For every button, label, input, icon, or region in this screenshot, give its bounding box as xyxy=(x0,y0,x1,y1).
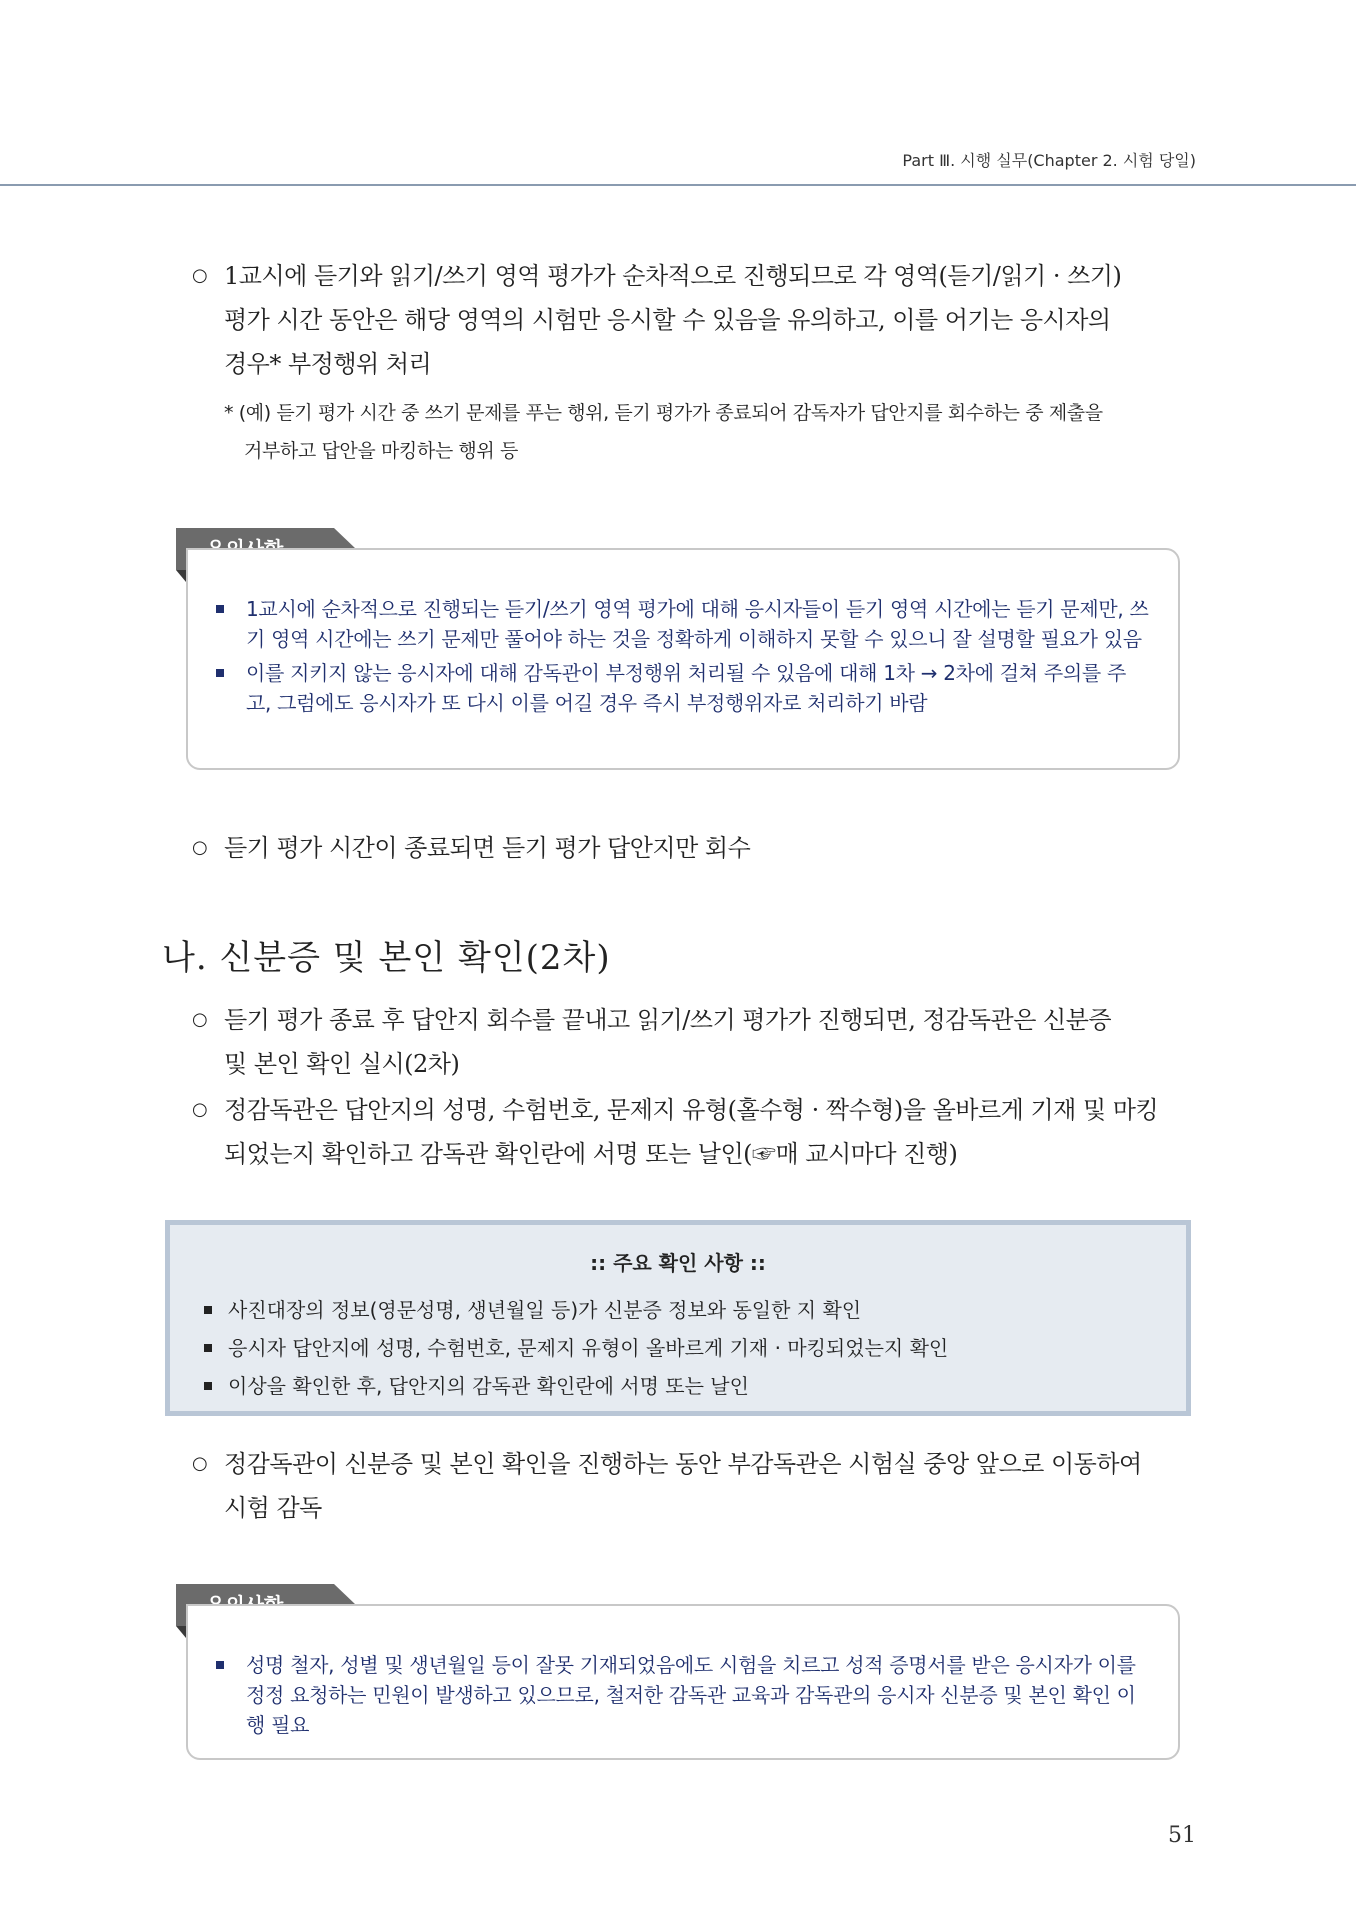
section-heading: 나. 신분증 및 본인 확인(2차) xyxy=(162,938,611,978)
square-bullet-icon xyxy=(216,669,224,677)
key-check-box xyxy=(165,1220,1191,1416)
circle-bullet-icon: ○ xyxy=(192,265,208,286)
bullet-line: 정감독관은 답안지의 성명, 수험번호, 문제지 유형(홀수형 · 짝수형)을 올바르게 기재 및 마킹 xyxy=(224,1096,1159,1124)
bullet-line: 되었는지 확인하고 감독관 확인란에 서명 또는 날인(☞매 교시마다 진행) xyxy=(224,1140,958,1168)
footnote-line: 거부하고 답안을 마킹하는 행위 등 xyxy=(244,440,518,462)
caution-item-text: 이를 지키지 않는 응시자에 대해 감독관이 부정행위 처리될 수 있음에 대해 1차 → 2차에 걸쳐 주의를 주고, 그럼에도 응시자가 또 다시 이를 어길 경우 즉시 부정행위자로 처리하기 바람 xyxy=(246,661,1127,715)
caution-item xyxy=(206,658,1150,718)
square-bullet-icon xyxy=(204,1306,212,1314)
check-box-title: :: 주요 확인 사항 :: xyxy=(590,1251,766,1275)
square-bullet-icon xyxy=(204,1382,212,1390)
bullet-line: 듣기 평가 시간이 종료되면 듣기 평가 답안지만 회수 xyxy=(224,834,751,862)
bullet-assistant-proctor xyxy=(188,1442,1198,1530)
check-item xyxy=(200,1291,1160,1329)
tab-fold-decoration xyxy=(176,570,186,582)
square-bullet-icon xyxy=(204,1344,212,1352)
footnote xyxy=(224,394,1204,470)
check-item xyxy=(200,1329,1160,1367)
bullet-exam-order xyxy=(188,254,1198,386)
bullet-listening-collection xyxy=(188,826,1198,870)
check-item-text: 사진대장의 정보(영문성명, 생년월일 등)가 신분증 정보와 동일한 지 확인 xyxy=(228,1298,862,1322)
circle-bullet-icon: ○ xyxy=(192,837,208,858)
bullet-line: 시험 감독 xyxy=(224,1494,322,1522)
bullet-line: 1교시에 듣기와 읽기/쓰기 영역 평가가 순차적으로 진행되므로 각 영역(듣기/읽기 · 쓰기) xyxy=(224,262,1122,290)
bullet-answer-sheet-check xyxy=(188,1088,1198,1176)
circle-bullet-icon: ○ xyxy=(192,1453,208,1474)
bullet-line: 및 본인 확인 실시(2차) xyxy=(224,1050,460,1078)
caution-box xyxy=(186,1604,1180,1760)
square-bullet-icon xyxy=(216,1661,224,1669)
running-header: Part Ⅲ. 시행 실무(Chapter 2. 시험 당일) xyxy=(902,151,1196,170)
bullet-id-check xyxy=(188,998,1198,1086)
caution-box xyxy=(186,548,1180,770)
square-bullet-icon xyxy=(216,605,224,613)
bullet-line: 평가 시간 동안은 해당 영역의 시험만 응시할 수 있음을 유의하고, 이를 어기는 응시자의 xyxy=(224,306,1111,334)
circle-bullet-icon: ○ xyxy=(192,1099,208,1120)
check-item-text: 응시자 답안지에 성명, 수험번호, 문제지 유형이 올바르게 기재 · 마킹되었는지 확인 xyxy=(228,1336,949,1360)
bullet-line: 경우* 부정행위 처리 xyxy=(224,350,432,378)
bullet-line: 정감독관이 신분증 및 본인 확인을 진행하는 동안 부감독관은 시험실 중앙 앞으로 이동하여 xyxy=(224,1450,1142,1478)
tab-fold-decoration xyxy=(176,1626,186,1638)
circle-bullet-icon: ○ xyxy=(192,1009,208,1030)
check-list xyxy=(200,1291,1160,1405)
caution-item xyxy=(206,594,1150,654)
footnote-line: * (예) 듣기 평가 시간 중 쓰기 문제를 푸는 행위, 듣기 평가가 종료되어 감독자가 답안지를 회수하는 중 제출을 xyxy=(224,402,1103,424)
check-item xyxy=(200,1367,1160,1405)
caution-item-text: 성명 철자, 성별 및 생년월일 등이 잘못 기재되었음에도 시험을 치르고 성적 증명서를 받은 응시자가 이를 정정 요청하는 민원이 발생하고 있으므로, 철저한 감독관 교육과 감독관의 응시자 신분증 및 본인 확인 이행 필요 xyxy=(246,1653,1136,1737)
caution-item xyxy=(206,1650,1150,1740)
header-divider xyxy=(0,184,1356,186)
check-item-text: 이상을 확인한 후, 답안지의 감독관 확인란에 서명 또는 날인 xyxy=(228,1374,749,1398)
page-number: 51 xyxy=(1168,1823,1196,1848)
bullet-line: 듣기 평가 종료 후 답안지 회수를 끝내고 읽기/쓰기 평가가 진행되면, 정감독관은 신분증 xyxy=(224,1006,1112,1034)
caution-item-text: 1교시에 순차적으로 진행되는 듣기/쓰기 영역 평가에 대해 응시자들이 듣기 영역 시간에는 듣기 문제만, 쓰기 영역 시간에는 쓰기 문제만 풀어야 하는 것을 정확하게 이해하지 못할 수 있으니 잘 설명할 필요가 있음 xyxy=(246,597,1149,651)
